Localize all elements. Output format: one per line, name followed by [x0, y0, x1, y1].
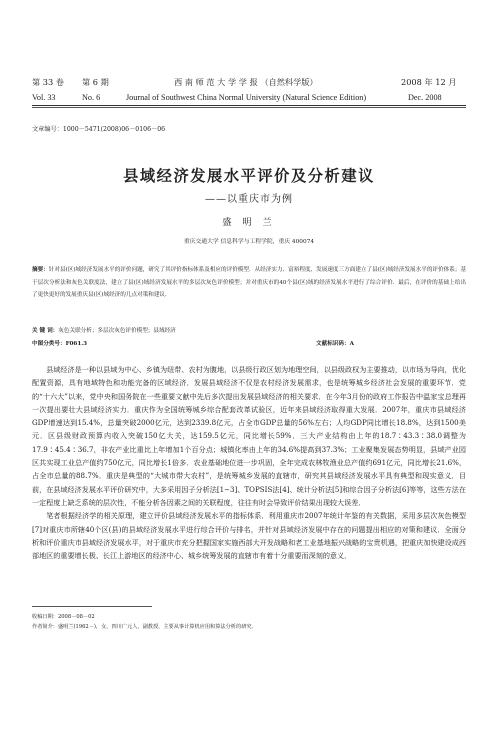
keywords	[32, 326, 176, 334]
footnote	[32, 612, 466, 632]
footnote-rule	[32, 606, 152, 607]
journal-name-en: Journal of Southwest China Normal University (Natural Science Edition)	[126, 93, 367, 102]
document-number: 文章编号：1000－5471(2008)06－0106－06	[32, 126, 166, 133]
date-cn: 2008 年 12 月	[401, 77, 457, 87]
header-rule-thin	[32, 107, 466, 108]
body-paragraph-2: 笔者根据经济学的相关原理，建立评价县域经济发展水平的指标体系．利用重庆市2007年统计年鉴的有关数据，采用多层次灰色模型[7]对重庆市所辖40个区(县)的县域经济发展水平进行综合评价与排名，并针对县域经济发展中存在的问题提出相应的对策和建议．全面分析和评价重庆市县域经济发展水平，对于重庆市充分把握国家实施西部大开发战略和老工业基地振兴战略的宝贵机遇，把重庆加快建设成西部地区的重要增长极、长江上游地区的经济中心、城乡统筹发展的直辖市有着十分重要而深刻的意义．	[32, 511, 466, 561]
date-en: Dec. 2008	[408, 93, 442, 102]
journal-name-cn: 西 南 师 范 大 学 学 报 （自然科学版）	[174, 77, 318, 87]
paper-title: 县域经济发展水平评价及分析建议	[123, 167, 375, 185]
abstract-label: 摘要：	[32, 267, 49, 273]
abstract-text: 针对县(区)域经济发展水平的评价问题，研究了其评价指标体系及相应的评价模型．从经济实力、富裕程度、发展速度三方面建立了县(区)域经济发展水平的评价体系；基于层次分析法和灰色关联度法，建立了县(区)域经济发展水平的多层次灰色评价模型；并对重庆市的40个县(区)域的经济发展水平进行了综合评价．最后，在评价的基础上给出了更快更好的发展重庆县(区)域经济的几点对策和建议．	[32, 267, 466, 299]
body-text	[32, 363, 466, 562]
volume-en: Vol. 33	[32, 93, 56, 102]
paper-subtitle: ——以重庆市为例	[205, 194, 293, 205]
abstract	[32, 264, 466, 302]
affiliation: 重庆交通大学 信息科学与工程学院，重庆 400074	[183, 239, 315, 245]
literature-code: 文献标识码：A	[316, 341, 354, 347]
issue-cn: 第 6 期	[82, 77, 109, 87]
issue-en: No. 6	[82, 93, 101, 102]
keywords-label: 关 键 词：	[32, 328, 59, 334]
volume-cn: 第 33 卷	[32, 77, 64, 87]
received-date: 收稿日期：2008－08－02	[32, 614, 95, 620]
author-name: 盛 明 兰	[222, 217, 276, 228]
classification-code: 中图分类号：F061.3	[32, 341, 88, 347]
header-rule	[32, 105, 466, 106]
keywords-text: 灰色关联分析；多层次灰色评价模型；县域经济	[58, 328, 176, 334]
body-paragraph-1: 县域经济是一种以县域为中心、乡镇为纽带、农村为腹地，以县级行政区划为地理空间，以县级政权为主要推动，以市场为导向，优化配置资源，具有地域特色和功能完备的区域经济．发展县域经济不仅是农村经济发展需求，也是统筹城乡经济社会发展的重要环节．党的“十六大”以来，党中央和国务院在一些重要文献中先后多次提出发展县域经济的相关要求．在今年3月份的政府工作报告中温家宝总理再一次提出要壮大县域经济实力．重庆作为全国统筹城乡综合配套改革试验区，近年来县域经济取得重大发展．2007年，重庆市县域经济GDP增速达到15.4%，总量突破2000亿元，达到2339.8亿元，占全市GDP总量的56%左右；人均GDP同比增长18.8%，达到1500美元．区县级财政预算内收入突破150亿大关，达159.5亿元，同比增长59%．三大产业结构由上年的18.7∶43.3∶38.0调整为17.9∶45.4∶36.7，非农产业比重比上年增加1个百分点；城镇化率由上年的34.6%提高到37.3%；工业聚集发展态势明显，县域产业园区共实现工业总产值约750亿元，同比增长1倍多．农业基础地位进一步巩固，全年完成农林牧渔业总产值约691亿元，同比增长21.6%，占全市总量的88.7%．重庆是典型的“大城市带大农村”，是统筹城乡发展的直辖市，研究其县域经济发展水平具有典型和现实意义．目前，在县域经济发展水平评价研究中，大多采用因子分析法[1−3]、TOPSIS法[4]、统计分析法[5]和综合因子分析法[6]等等，这些方法在一定程度上缺乏系统的层次性，不能分析各因素之间的关联程度，往往有时会导致评价结果出现较大误差．	[32, 365, 466, 507]
author-bio: 作者简介：盛明兰(1962－)，女，四川广元人，副教授，主要从事计算机应用和算法分析的研究．	[32, 624, 257, 630]
